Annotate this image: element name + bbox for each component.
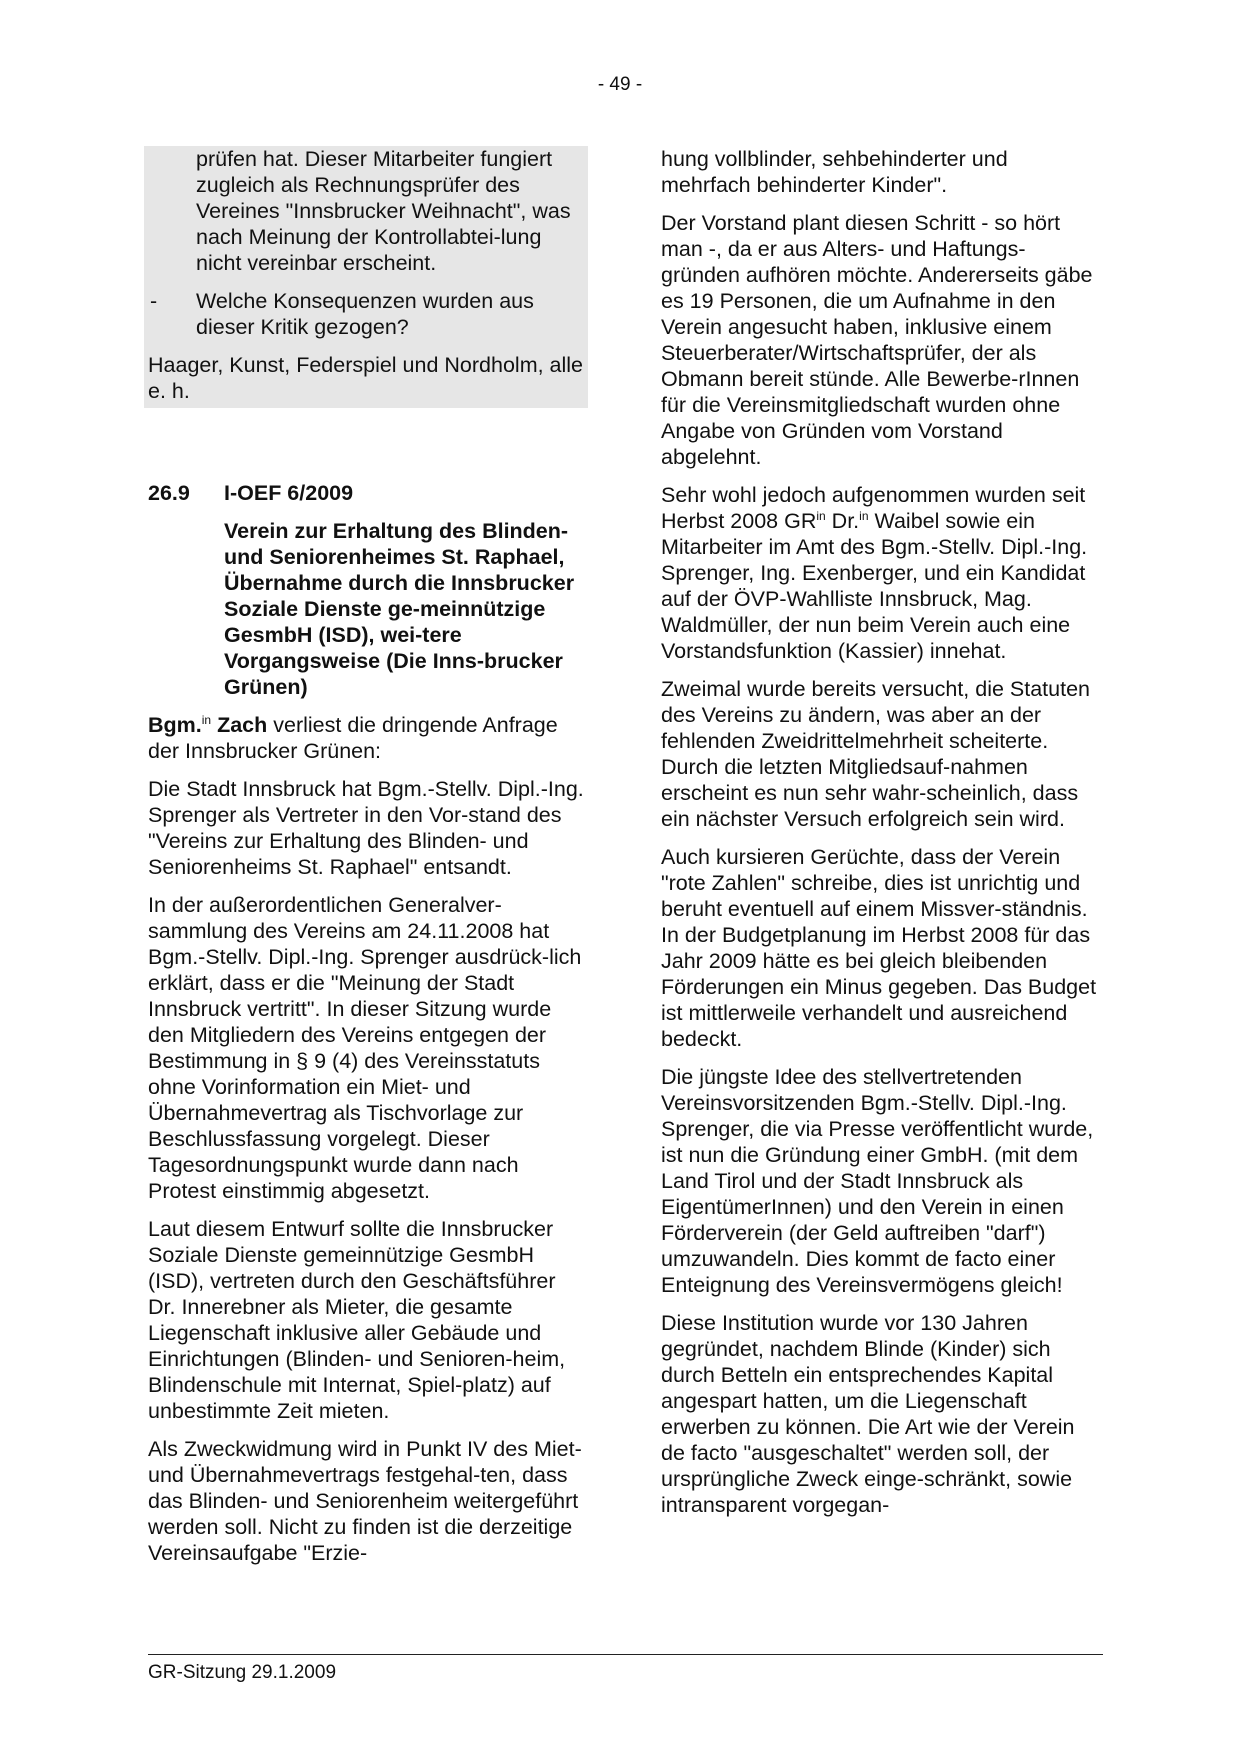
paragraph: Auch kursieren Gerüchte, dass der Verein "rote Zahlen" schreibe, dies ist unrichtig und beruht eventuell auf einem Missver-ständnis. In der Budgetplanung im Herbst 2008 für das Jahr 2009 hätte es bei gleich bleibenden Förderungen ein Minus gegeben. Das Budget ist mittlerweile verhandelt und ausreichend bedeckt.	[661, 845, 1097, 1051]
bullet-dash: -	[150, 289, 158, 313]
left-column	[148, 146, 588, 1578]
text-span: Waibel sowie ein Mitarbeiter im Amt des Bgm.-Stellv. Dipl.-Ing. Sprenger, Ing. Exenberger, und ein Kandidat auf der ÖVP-Wahlliste Innsbruck, Mag. Waldmüller, der nun beim Verein auch eine Vorstandsfunktion (Kassier) innehat.	[661, 509, 1088, 663]
paragraph: hung vollblinder, sehbehinderter und mehrfach behinderter Kinder".	[661, 147, 1008, 197]
shaded-box	[144, 146, 588, 408]
paragraph: Zweimal wurde bereits versucht, die Statuten des Vereins zu ändern, was aber an der fehlenden Zweidrittelmehrheit scheiterte. Durch die letzten Mitgliedsauf-nahmen erscheint es nun sehr wahr-scheinlich, dass ein nächster Versuch erfolgreich sein wird.	[661, 677, 1091, 831]
text-span: Sehr wohl jedoch aufgenommen wurden seit Herbst 2008 GR	[661, 483, 1086, 533]
paragraph: Die jüngste Idee des stellvertretenden Vereinsvorsitzenden Bgm.-Stellv. Dipl.-Ing. Sprenger, die via Presse veröffentlicht wurde, ist nun die Gründung einer GmbH. (mit dem Land Tirol und der Stadt Innsbruck als EigentümerInnen) und den Verein in einen Förderverein (der Geld auftreiben "darf") umzuwandeln. Dies kommt de facto einer Enteignung des Vereinsvermögens gleich!	[661, 1065, 1094, 1297]
paragraph: Der Vorstand plant diesen Schritt - so hört man -, da er aus Alters- und Haftungs-gründen aufhören möchte. Andererseits gäbe es 19 Personen, die um Aufnahme in den Verein angesucht haben, inklusive einem Steuerberater/Wirtschaftsprüfer, der als Obmann bereit stünde. Alle Bewerbe-rInnen für die Vereinsmitgliedschaft wurden ohne Angabe von Gründen vom Vorstand abgelehnt.	[661, 211, 1093, 469]
section-title: Verein zur Erhaltung des Blinden- und Seniorenheimes St. Raphael, Übernahme durch die Innsbrucker Soziale Dienste ge-meinnützige GesmbH (ISD), wei-tere Vorgangsweise (Die Inns-brucker Grünen)	[224, 519, 575, 699]
intro-paragraph	[148, 712, 588, 764]
shaded-paragraph: prüfen hat. Dieser Mitarbeiter fungiert zugleich als Rechnungsprüfer des Vereines "Innsbrucker Weihnacht", was nach Meinung der Kontrollabtei-lung nicht vereinbar erscheint.	[196, 147, 571, 275]
intro-name: Zach	[217, 713, 268, 737]
section-number: 26.9	[148, 481, 190, 505]
page-number: - 49 -	[597, 74, 643, 95]
section-heading	[148, 480, 588, 506]
section-code: I-OEF 6/2009	[224, 481, 354, 505]
paragraph: Als Zweckwidmung wird in Punkt IV des Miet- und Übernahmevertrags festgehal-ten, dass das Blinden- und Seniorenheim weitergeführt werden soll. Nicht zu finden ist die derzeitige Vereinsaufgabe "Erzie-	[148, 1437, 582, 1565]
footer: GR-Sitzung 29.1.2009	[148, 1662, 337, 1683]
signers: Haager, Kunst, Federspiel und Nordholm, alle e. h.	[148, 353, 584, 403]
paragraph: Laut diesem Entwurf sollte die Innsbrucker Soziale Dienste gemeinnützige GesmbH (ISD), vertreten durch den Geschäftsführer Dr. Innerebner als Mieter, die gesamte Liegenschaft inklusive aller Gebäude und Einrichtungen (Blinden- und Senioren-heim, Blindenschule mit Internat, Spiel-platz) auf unbestimmte Zeit mieten.	[148, 1217, 566, 1423]
superscript: in	[816, 509, 826, 523]
intro-bgm: Bgm.	[148, 713, 202, 737]
intro-sup: in	[201, 713, 212, 727]
paragraph: In der außerordentlichen Generalver-sammlung des Vereins am 24.11.2008 hat Bgm.-Stellv. Dipl.-Ing. Sprenger ausdrück-lich erklärt, dass er die "Meinung der Stadt Innsbruck vertritt". In dieser Sitzung wurde den Mitgliedern des Vereins entgegen der Bestimmung in § 9 (4) des Vereinsstatuts ohne Vorinformation ein Miet- und Übernahmevertrag als Tischvorlage zur Beschlussfassung vorgelegt. Dieser Tagesordnungspunkt wurde dann nach Protest einstimmig abgesetzt.	[148, 893, 582, 1203]
intro-rest: verliest die dringende Anfrage der Innsbrucker Grünen:	[148, 713, 558, 763]
shaded-bullet	[148, 288, 584, 340]
footer-divider	[148, 1654, 1103, 1655]
paragraph: Die Stadt Innsbruck hat Bgm.-Stellv. Dipl.-Ing. Sprenger als Vertreter in den Vor-stand des "Vereins zur Erhaltung des Blinden- und Seniorenheims St. Raphael" entsandt.	[148, 777, 584, 879]
bullet-text: Welche Konsequenzen wurden aus dieser Kritik gezogen?	[196, 289, 534, 339]
paragraph: Diese Institution wurde vor 130 Jahren gegründet, nachdem Blinde (Kinder) sich durch Betteln ein entsprechendes Kapital angespart hatten, um die Liegenschaft erwerben zu können. Die Art wie der Verein de facto "ausgeschaltet" werden soll, der ursprüngliche Zweck einge-schränkt, sowie intransparent vorgegan-	[661, 1311, 1075, 1517]
superscript: in	[859, 509, 869, 523]
text-span: Dr.	[825, 509, 860, 533]
right-column	[661, 146, 1103, 1530]
paragraph	[661, 482, 1103, 664]
